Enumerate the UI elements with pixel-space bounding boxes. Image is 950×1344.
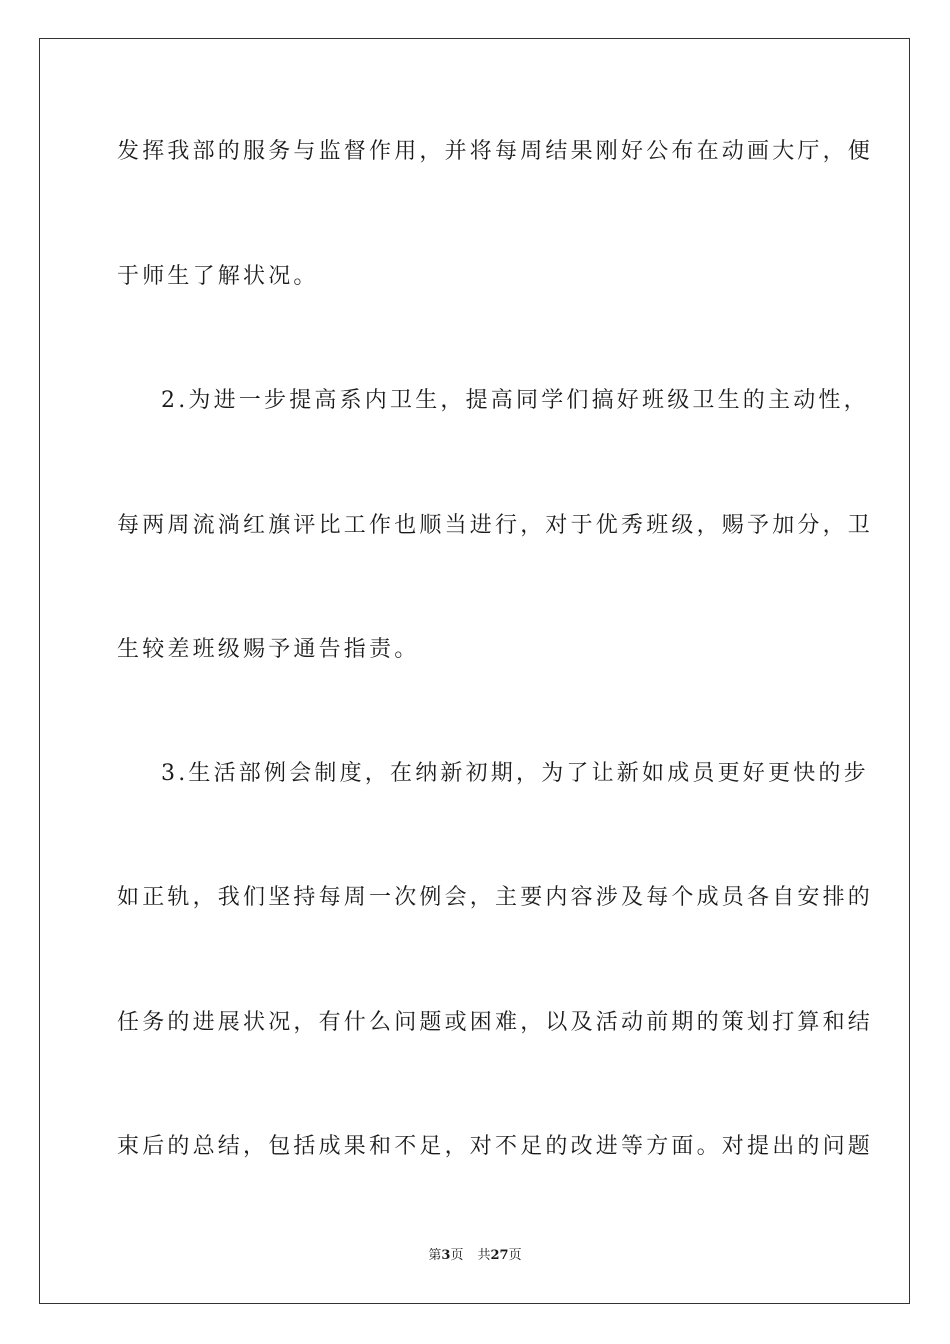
footer-page-current: 3 xyxy=(441,1248,451,1263)
footer-page-prefix: 第 xyxy=(428,1248,442,1263)
body-line-3: 2.为进一步提高系内卫生，提高同学们搞好班级卫生的主动性， xyxy=(161,388,869,413)
body-line-8: 任务的进展状况，有什么问题或困难，以及活动前期的策划打算和结 xyxy=(117,1010,874,1035)
body-line-6: 3.生活部例会制度，在纳新初期，为了让新如成员更好更快的步 xyxy=(161,761,869,786)
body-line-2: 于师生了解状况。 xyxy=(117,264,319,289)
footer-total-suffix: 页 xyxy=(508,1248,522,1263)
body-line-9: 束后的总结，包括成果和不足，对不足的改进等方面。对提出的问题 xyxy=(117,1134,874,1159)
page-footer xyxy=(0,1247,950,1265)
footer-page-total: 27 xyxy=(490,1248,509,1263)
body-line-1: 发挥我部的服务与监督作用，并将每周结果刚好公布在动画大厅，便 xyxy=(117,139,874,164)
footer-total-prefix: 共 xyxy=(477,1248,491,1263)
body-line-5: 生较差班级赐予通告指责。 xyxy=(117,637,420,662)
body-line-7: 如正轨，我们坚持每周一次例会，主要内容涉及每个成员各自安排的 xyxy=(117,885,874,910)
body-line-4: 每两周流淌红旗评比工作也顺当进行，对于优秀班级，赐予加分，卫 xyxy=(117,513,874,538)
page-border xyxy=(39,38,910,1304)
footer-page-suffix: 页 xyxy=(450,1248,464,1263)
